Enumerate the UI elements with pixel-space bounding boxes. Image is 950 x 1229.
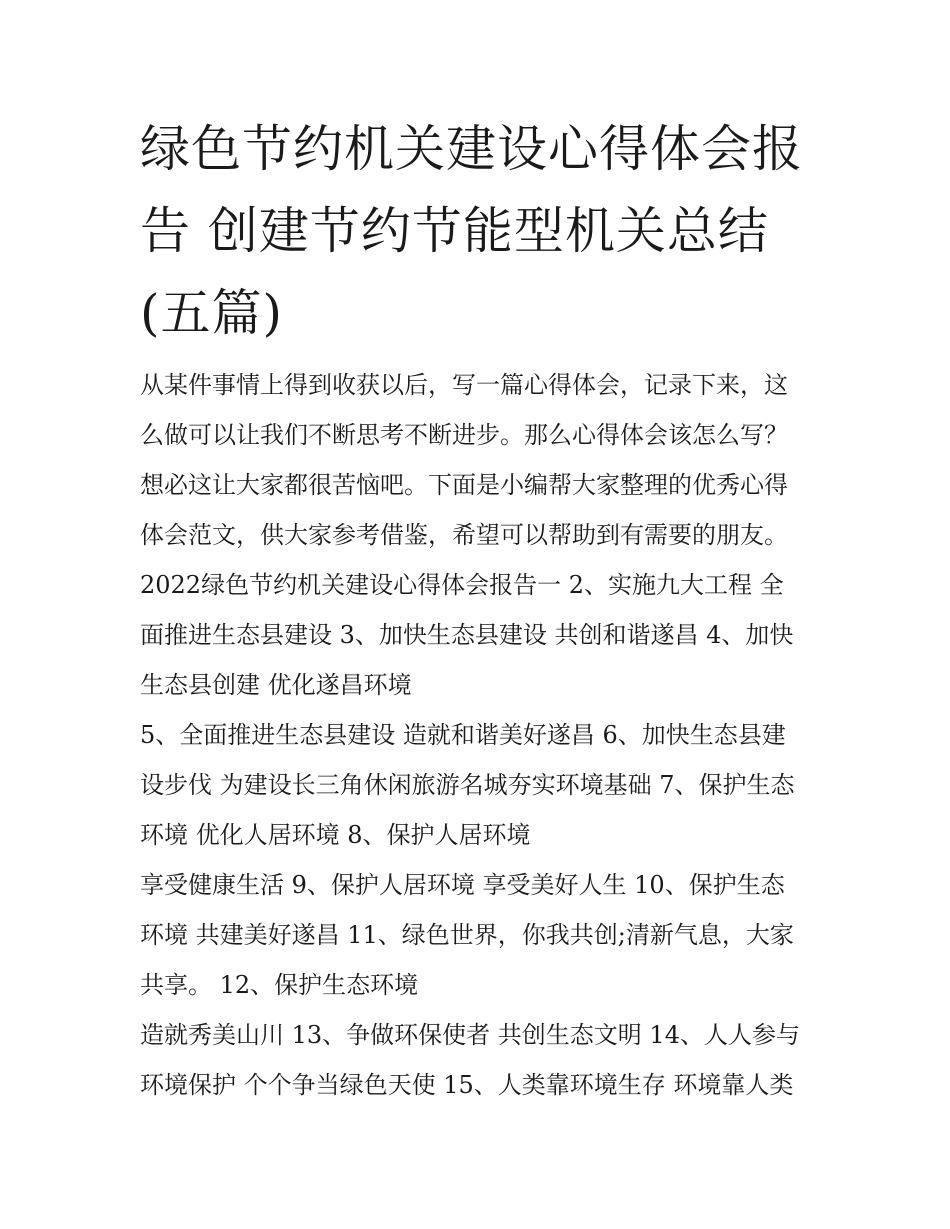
body-line: 环境保护 个个争当绿色天使 15、人类靠环境生存 环境靠人类 [140,1071,794,1099]
body-line: 想必这让大家都很苦恼吧。下面是小编帮大家整理的优秀心得 [140,471,788,499]
body-line: 面推进生态县建设 3、加快生态县建设 共创和谐遂昌 4、加快 [140,621,794,649]
document-content [140,108,820,1110]
body-line: 共享。 12、保护生态环境 [140,971,419,999]
body-line: 生态县创建 优化遂昌环境 [140,671,412,699]
body-line: 么做可以让我们不断思考不断进步。那么心得体会该怎么写？ [140,421,788,449]
body-line: 环境 共建美好遂昌 11、绿色世界，你我共创;清新气息，大家 [140,921,794,949]
body-line: 设步伐 为建设长三角休闲旅游名城夯实环境基础 7、保护生态 [140,771,795,799]
body-line: 造就秀美山川 13、争做环保使者 共创生态文明 14、人人参与 [140,1021,800,1049]
document-title: 绿色节约机关建设心得体会报告 创建节约节能型机关总结(五篇) [140,120,803,342]
body-line: 体会范文，供大家参考借鉴，希望可以帮助到有需要的朋友。 [140,521,788,549]
body-line: 从某件事情上得到收获以后，写一篇心得体会，记录下来，这 [140,371,788,399]
body-line: 环境 优化人居环境 8、保护人居环境 [140,821,531,849]
body-line: 2022绿色节约机关建设心得体会报告一 2、实施九大工程 全 [140,571,784,599]
document-body [140,360,820,1110]
body-line: 享受健康生活 9、保护人居环境 享受美好人生 10、保护生态 [140,871,785,899]
body-line: 5、全面推进生态县建设 造就和谐美好遂昌 6、加快生态县建 [140,721,786,749]
